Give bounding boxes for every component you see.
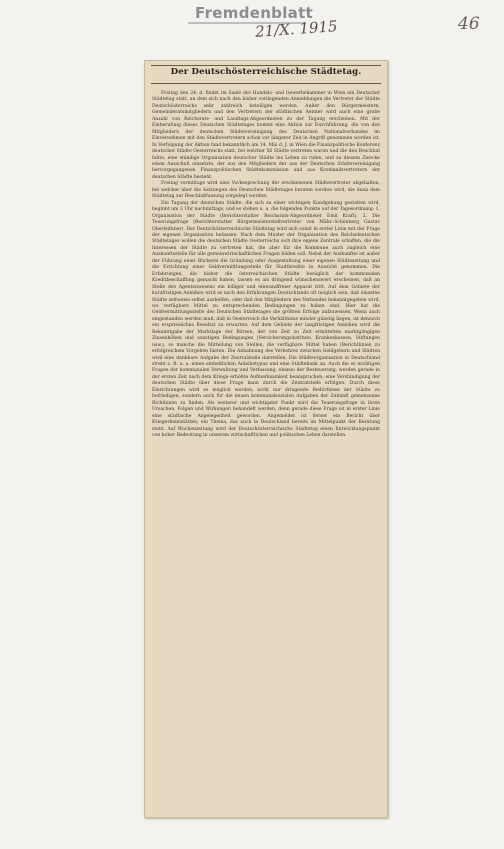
- title-rule: [151, 83, 381, 84]
- handwritten-page-number: 46: [458, 14, 480, 34]
- article-title: Der Deutschösterreichische Städtetag.: [170, 67, 362, 77]
- top-rule: [151, 65, 381, 66]
- newspaper-clipping: [144, 60, 388, 818]
- article-paragraph: Die Tagung der deutschen Städte, die sich zu einer wichtigen Kundgebung gestalten wird, beginnt um 3 Uhr nachmittags, und es stehen u. a. die folgenden Punkte auf der Tagesordnung: 1. Organisation der Städte (Berichterstatter Reichsrats-Abgeordneter Emil Kraft). 2. Die Teuerungsfrage (Berichterstatter Bürgermeisterstellvertreter von Mähr.-Schönberg Gustav Oberleithner). Der Deutschösterreichische Städtetag wird sich somit in erster Linie mit der Frage der eigenen Organisation befassen. Nach dem Muster der Organisation des Reichsdeutschen Städtetages wollen die deutschen Städte Oesterreichs sich ihre eigene Zentrale schaffen, die die Interessen der Städte zu vertreten hat, die aber für die Kommune auch zugleich eine Auskunftsstelle für alle gemeinwirtschaftlichen Fragen bilden soll. Nebst der Auskunftei ist außer der Führung einer Bücherei die Gründung oder Ausgestaltung einer eigenen Städtezeitung und die Errichtung einer Geldvermittlungsstelle für Stadtkredite in Aussicht genommen. Die Erfahrungen, die bisher die österreichischen Städte bezüglich der kommunalen Kreditbeschaffung gemacht haben, lassen es als dringend wünschenswert erscheinen, daß an Stelle des Agentenwesens ein billiger und einwandfreier Apparat tritt. Auf dem Gebiete der kurzfristigen Anleihen wird es nach den Erfahrungen Deutschlands oft möglich sein, daß einzelne Städte zeitweise selbst aushelfen, oder daß den Mitgliedern des Verbandes bekanntgegeben wird, wo verfügbare Mittel zu entsprechenden Bedingungen zu haben sind. Hier hat die Geldvermittlungsstelle des Deutschen Städtetages die größten Erfolge aufzuweisen. Wenn auch eingestanden werden muß, daß in Oesterreich die Verhältnisse minder günstig liegen, ist dennoch ein erspriesliches Resultat zu erwarten. Auf dem Gebiete der langfristigen Anleihen wird die Bekanntgabe der Marktlage der Börsen, der von Zeit zu Zeit ermittelten marktgängigen Zinsenhöhen und sonstigen Bedingungen (Versicherungsinstitute, Krankenkassen, Stiftungen usw.), so manche die Mitteilung von Stellen, die verfügbare Mittel haben (Berichtlinien zu erfolgreichem Vorgehen bieten. Die Anbahnung des Verkehres zwischen Geldgebern und Städten wird eine dankbare Aufgabe der Zentralstelle darstellen. Die Städteorganisation in Deutschland strebt z. B. u. a. einen einheitlichen Anleihetypus und eine Städtebank an. Auch die so wichtigen Fragen der kommunalen Verwaltung und Verfassung, ebenso der Besteuerung, werden gerade in der ersten Zeit nach dem Kriege erhöhte Aufmerksamkeit beanspruchen; eine Verständigung der deutschen Städte über diese Frage kann durch die Zentralstelle erfolgen. Durch diese Einrichtungen wird es möglich werden, nicht nur dringende Bedürfnisse der Städte zu befriedigen, sondern auch für die neuen kommunalsozialen Aufgaben der Zukunft gemeinsame Richtlinien zu finden. Als weiterer und wichtigster Punkt wird die Teuerungsfrage in ihren Ursachen, Folgen und Wirkungen behandelt werden, denn gerade diese Frage ist in erster Linie eine städtische Angelegenheit geworden. Angemeldet ist ferner ein Bericht über Kriegerheimstätten, ein Thema, das auch in Deutschland bereits im Mittelpunkt der Beratung steht. Auf Wochenzeitung wird der Deutschösterreichische Städtetag einen Entwicklungspunkt von hoher Bedeutung in unserem wirtschaftlichen und politischen Leben darstellen.: [152, 200, 380, 439]
- newspaper-stamp: Fremdenblatt: [195, 4, 314, 22]
- article-body: [152, 91, 380, 811]
- article-paragraph: Freitag den 24. d. findet im Saale der Handels- und Gewerbekammer in Wien ein Deutscher Städtetag statt, an dem sich nach den bisher vorliegenden Anmeldungen die Vertreter der Städte Deutschösterreichs sehr zahlreich beteiligen werden. Außer den Bürgermeistern, Gemeinderatsmitgliedern und den Vertretern der städtischen Aemter wird auch eine große Anzahl von Reichsrats- und Landtags-Abgeordneten zu der Tagung erscheinen. Mit der Einberufung dieses Deutschen Städtetages kommt eine Aktion zur Durchführung, die von den Mitgliedern der deutschen Städtevereinigung des Deutschen Nationalverbandes im Einvernehmen mit den Städtevertretern schon vor längerer Zeit in Angriff genommen worden ist. In Verfolgung der Aktion fand bekanntlich am 14. Mai d. J. in Wien die Finanzpolitische Konferenz deutscher Städte Oesterreichs statt, bei welcher 56 Städte vertreten waren und die den Beschluß faßte, eine ständige Organisation deutscher Städte ins Leben zu rufen, und zu diesem Zwecke einen Ausschuß einsetzte, der aus den Mitgliedern der aus der Deutschen Städtevereinigung hervorgegangenen Finanzpolitischen Städtekommission und aus Kronlandsvertretern der deutschen Städte besteht.: [152, 91, 380, 180]
- handwritten-date: 21/X. 1915: [254, 17, 339, 41]
- article-paragraph: Freitag vormittags wird eine Vorbesprechung der erschienenen Städtevertreter abgehalten, bei welcher über die Satzungen des Deutschen Städtetages beraten werden wird, die dann dem Städtetag zur Beschlußfassung vorgelegt werden.: [152, 181, 380, 200]
